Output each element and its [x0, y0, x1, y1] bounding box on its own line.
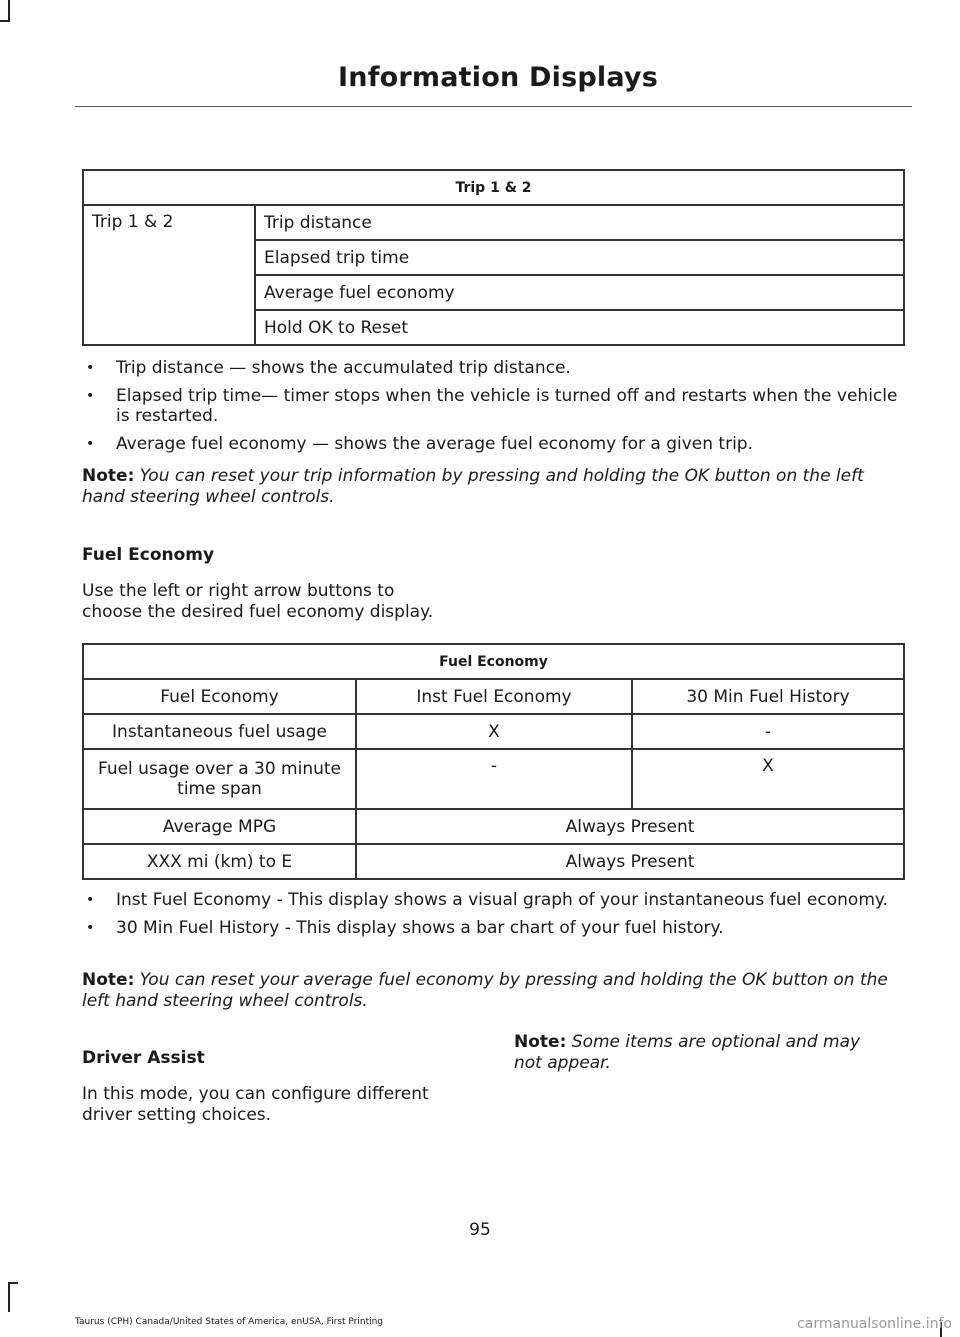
trip-table-label: Trip 1 & 2: [83, 205, 255, 345]
trip-table-row: Average fuel economy: [255, 275, 904, 310]
page-title: Information Displays: [338, 62, 658, 93]
fuel-table-column-header: Inst Fuel Economy: [356, 679, 632, 714]
trip-table-row: Hold OK to Reset: [255, 310, 904, 345]
note-fuel-reset: [82, 970, 907, 1012]
table-row: [83, 749, 904, 809]
driver-assist-text: [82, 1084, 429, 1126]
crop-mark: [8, 1282, 18, 1284]
table-cell: XXX mi (km) to E: [83, 844, 356, 879]
table-cell: Average MPG: [83, 809, 356, 844]
driver-assist-line: driver setting choices.: [82, 1105, 272, 1125]
fuel-intro-line: choose the desired fuel economy display.: [82, 602, 434, 622]
note-text: You can reset your average fuel economy by pressing and holding the OK button on the left hand steering wheel controls.: [82, 970, 888, 1011]
list-item: • Average fuel economy — shows the average fuel economy for a given trip.: [82, 434, 907, 454]
table-cell: X: [356, 714, 632, 749]
note-text: Some items are optional and may: [571, 1032, 861, 1052]
list-item: • Inst Fuel Economy - This display shows a visual graph of your instantaneous fuel economy.: [82, 890, 907, 910]
fuel-table-column-header: 30 Min Fuel History: [632, 679, 904, 714]
crop-mark: [8, 1282, 10, 1312]
list-item: • Elapsed trip time— timer stops when the vehicle is turned off and restarts when the vehicle is restarted.: [82, 386, 907, 426]
note-text: not appear.: [514, 1053, 611, 1073]
table-cell: Fuel usage over a 30 minute time span: [83, 749, 356, 809]
note-label: Note:: [82, 466, 135, 486]
crop-mark: [0, 20, 10, 22]
section-heading-fuel-economy: Fuel Economy: [82, 545, 215, 565]
table-cell: X: [632, 749, 904, 809]
note-label: Note:: [82, 970, 135, 990]
table-cell: Always Present: [356, 809, 904, 844]
fuel-table-column-header: Fuel Economy: [83, 679, 356, 714]
fuel-intro: [82, 581, 433, 623]
note-optional-items: [514, 1032, 914, 1074]
note-label: Note:: [514, 1032, 567, 1052]
list-item: • Trip distance — shows the accumulated trip distance.: [82, 358, 907, 378]
list-item: • 30 Min Fuel History - This display shows a bar chart of your fuel history.: [82, 918, 907, 938]
page-number: 95: [469, 1220, 491, 1240]
watermark: carmanualsonline.info: [797, 1316, 952, 1332]
fuel-intro-line: Use the left or right arrow buttons to: [82, 581, 395, 601]
trip-table-row: Trip distance: [255, 205, 904, 240]
fuel-bullet-list: [82, 890, 907, 946]
title-divider: [75, 106, 912, 107]
table-cell: -: [632, 714, 904, 749]
driver-assist-line: In this mode, you can configure different: [82, 1084, 429, 1104]
table-row: [83, 844, 904, 879]
trip-bullet-list: [82, 358, 907, 462]
table-row: [83, 714, 904, 749]
trip-table-row: Elapsed trip time: [255, 240, 904, 275]
fuel-table-heading: Fuel Economy: [83, 644, 904, 679]
footer-text: Taurus (CPH) Canada/United States of America, enUSA, First Printing: [75, 1317, 384, 1327]
table-cell: -: [356, 749, 632, 809]
table-row: [83, 809, 904, 844]
table-cell: Always Present: [356, 844, 904, 879]
trip-table-heading: Trip 1 & 2: [83, 170, 904, 205]
table-cell: Instantaneous fuel usage: [83, 714, 356, 749]
trip-table: [82, 169, 905, 346]
fuel-economy-table: [82, 643, 905, 880]
section-heading-driver-assist: Driver Assist: [82, 1048, 205, 1068]
note-text: You can reset your trip information by pressing and holding the OK button on the left hand steering wheel controls.: [82, 466, 864, 507]
note-trip-reset: [82, 466, 907, 508]
crop-mark: [8, 0, 10, 22]
